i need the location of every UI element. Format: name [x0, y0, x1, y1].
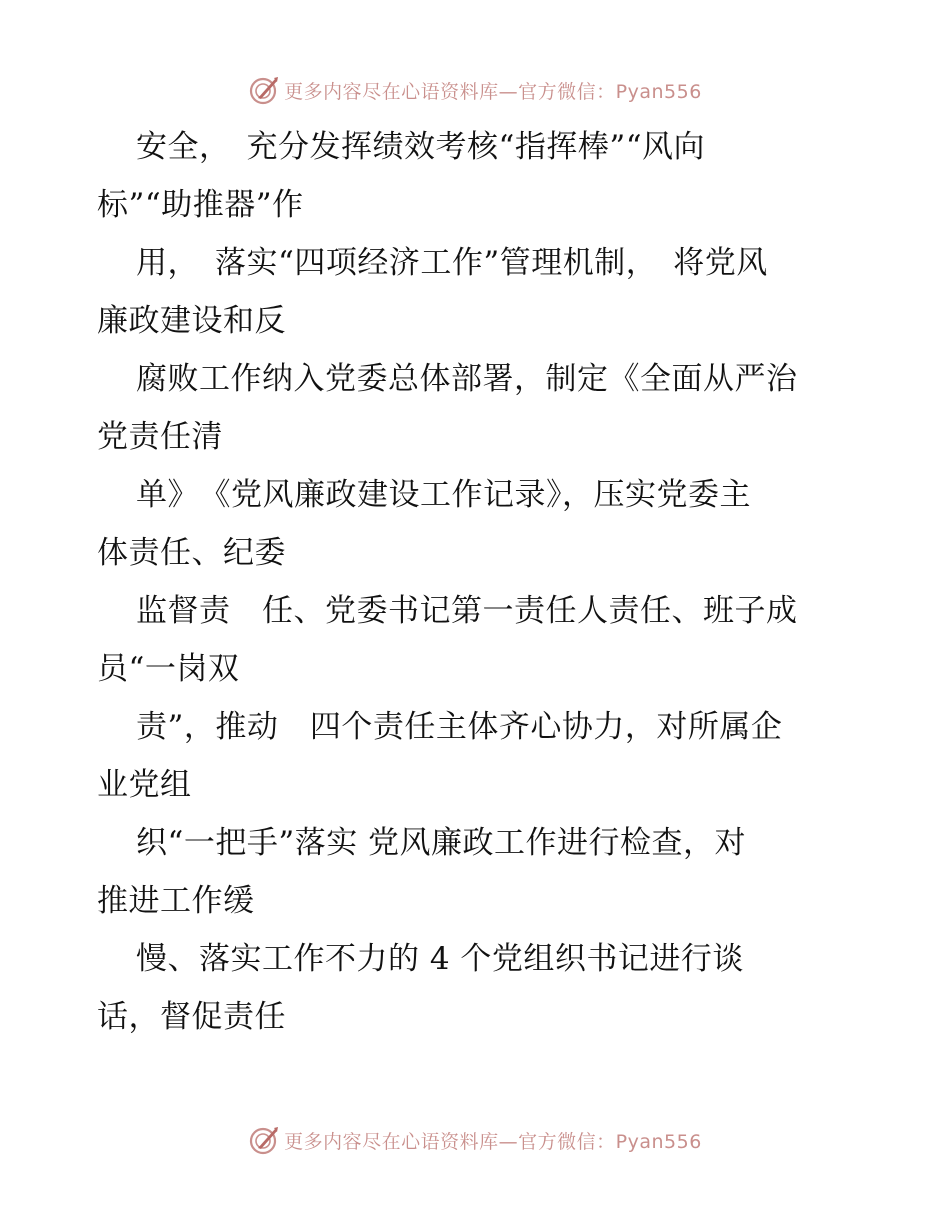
body-line: 话，督促责任 [97, 999, 286, 1035]
body-line: 廉政建设和反 [97, 303, 286, 339]
body-line: 推进工作缓 [97, 883, 255, 919]
header-watermark-banner [0, 70, 950, 110]
body-line: 党责任清 [97, 419, 223, 455]
header-watermark-text: 更多内容尽在心语资料库—官方微信：Pyan556 [284, 80, 702, 103]
quill-logo-icon [248, 1124, 280, 1156]
footer-watermark-text: 更多内容尽在心语资料库—官方微信：Pyan556 [284, 1130, 702, 1153]
body-line: 慢、落实工作不力的 4 个党组织书记进行谈 [136, 941, 744, 977]
body-line: 织“一把手”落实 党风廉政工作进行检查，对 [136, 825, 747, 861]
body-line: 责”，推动 四个责任主体齐心协力，对所属企 [136, 709, 783, 745]
body-line: 标”“助推器”作 [97, 187, 304, 223]
body-line: 业党组 [97, 767, 192, 803]
body-line: 腐败工作纳入党委总体部署，制定《全面从严治 [136, 361, 798, 397]
quill-logo-icon [248, 74, 280, 106]
body-line: 安全， 充分发挥绩效考核“指挥棒”“风向 [136, 129, 706, 165]
body-line: 监督责 任、党委书记第一责任人责任、班子成 [136, 593, 798, 629]
footer-watermark-banner [0, 1120, 950, 1160]
body-line: 员“一岗双 [97, 651, 240, 687]
body-line: 用， 落实“四项经济工作”管理机制， 将党风 [136, 245, 768, 281]
document-body [97, 118, 867, 1046]
body-line: 单》 《党风廉政建设工作记录》，压实党委主 [136, 477, 751, 513]
body-line: 体责任、纪委 [97, 535, 286, 571]
